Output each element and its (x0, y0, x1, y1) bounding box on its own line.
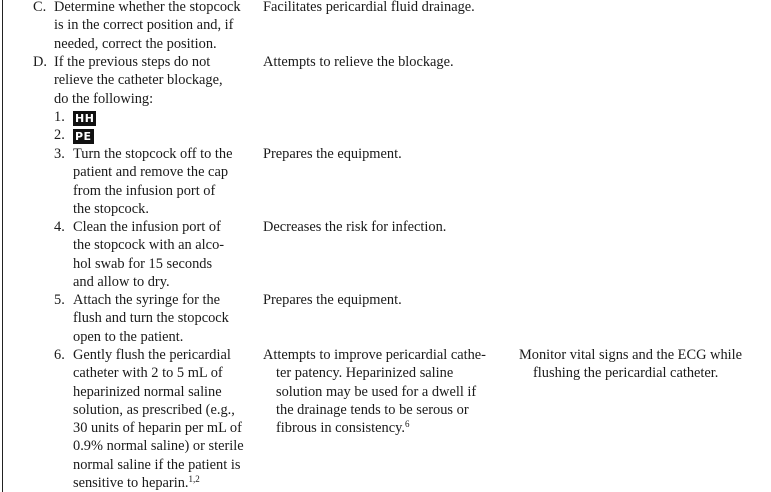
reference-marker: 1,2 (188, 474, 200, 485)
substep-label-2: 2. (54, 127, 65, 143)
substep-6-text: Gently flush the pericardial catheter with 2 to 5 mL of heparinized normal saline solution, as prescribed (e.g., 30 units of heparin per mL of 0.9% normal saline) or sterile normal saline if the patient is sensitive to heparin.$^{1,2}$ (73, 347, 244, 492)
step-label-c: C. (33, 0, 47, 15)
hand-hygiene-icon: HH (75, 112, 95, 125)
rationale-6: Attempts to improve pericardial cathe- ter patency. Heparinized saline solution may be used for a dwell if the drainage tends to be serous or fibrous in consistency.$^6$ (263, 347, 486, 437)
rationale-5: Prepares the equipment. (263, 292, 402, 308)
substep-label-4: 4. (54, 219, 65, 235)
substep-label-1: 1. (54, 109, 65, 125)
reference-marker: 6 (404, 419, 410, 430)
substep-4-text: Clean the infusion port of the stopcock with an alco- hol swab for 15 seconds and allow to dry. (73, 219, 225, 290)
rationale-4: Decreases the risk for infection. (263, 219, 447, 235)
protective-equipment-icon: PE (75, 130, 92, 143)
substep-5-text: Attach the syringe for the flush and turn the stopcock open to the patient. (73, 292, 229, 345)
special-considerations-6: Monitor vital signs and the ECG while flushing the pericardial catheter. (519, 347, 743, 382)
substep-label-6: 6. (54, 347, 65, 363)
step-label-d: D. (33, 54, 47, 70)
substep-3-text: Turn the stopcock off to the patient and remove the cap from the infusion port of the stopcock. (73, 146, 233, 217)
step-6-last-line: sensitive to heparin.$^{1,2}$ (73, 474, 200, 492)
rationale-c: Facilitates pericardial fluid drainage. (263, 0, 475, 15)
substep-label-5: 5. (54, 292, 65, 308)
step-c-text: Determine whether the stopcock is in the correct position and, if needed, correct the position. (54, 0, 241, 52)
rationale-3: Prepares the equipment. (263, 146, 402, 162)
substep-label-3: 3. (54, 146, 65, 162)
rationale-6-last-line: fibrous in consistency.$^6$ (276, 419, 410, 437)
step-d-text: If the previous steps do not relieve the catheter blockage, do the following: (54, 54, 223, 107)
rationale-d: Attempts to relieve the blockage. (263, 54, 454, 70)
left-margin-rule (2, 0, 3, 492)
